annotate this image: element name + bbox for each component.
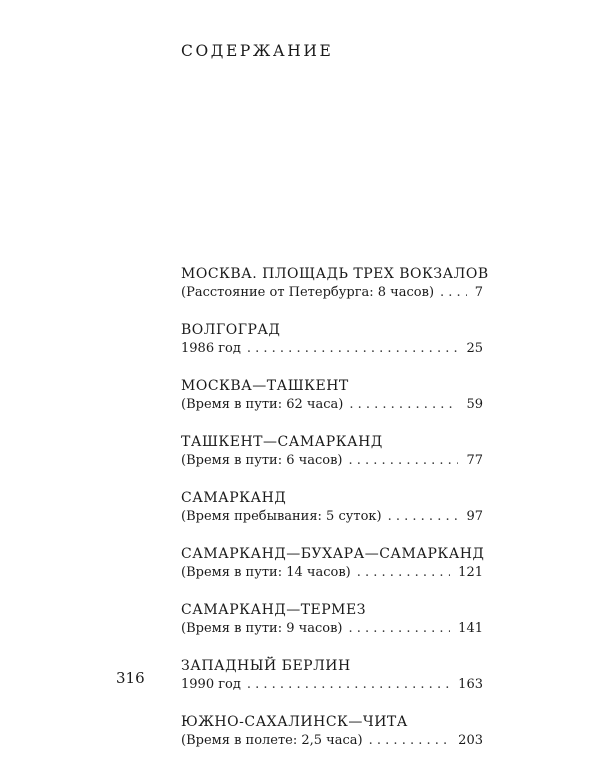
dot-leader xyxy=(348,620,450,638)
entry-line xyxy=(181,452,483,470)
page-number: 316 xyxy=(116,669,145,687)
entry-line xyxy=(181,340,483,358)
entry-page-number: 141 xyxy=(458,621,483,636)
entry-line xyxy=(181,284,483,302)
dot-leader xyxy=(247,340,459,358)
entry-page-number: 77 xyxy=(466,453,483,468)
dot-leader xyxy=(348,452,458,470)
entry-title: МОСКВА. ПЛОЩАДЬ ТРЕХ ВОКЗАЛОВ xyxy=(181,266,489,282)
entry-subtitle: 1990 год xyxy=(181,677,241,692)
entry-line xyxy=(181,508,483,526)
entry-title: ТАШКЕНТ—САМАРКАНД xyxy=(181,434,383,450)
dot-leader xyxy=(247,676,450,694)
entry-title: САМАРКАНД—ТЕРМЕЗ xyxy=(181,602,366,618)
entry-line xyxy=(181,732,483,750)
entry-title: САМАРКАНД xyxy=(181,490,287,506)
entry-subtitle: (Время в пути: 9 часов) xyxy=(181,621,343,636)
entry-subtitle: (Время в пути: 6 часов) xyxy=(181,453,343,468)
toc-entry[interactable] xyxy=(181,600,483,638)
entry-line xyxy=(181,396,483,414)
toc-entry[interactable] xyxy=(181,376,483,414)
toc-entry[interactable] xyxy=(181,712,483,750)
entry-title: САМАРКАНД—БУХАРА—САМАРКАНД xyxy=(181,546,485,562)
entry-page-number: 59 xyxy=(466,397,483,412)
entry-subtitle: (Время пребывания: 5 суток) xyxy=(181,509,382,524)
toc-entry[interactable] xyxy=(181,488,483,526)
entry-line xyxy=(181,564,483,582)
entry-subtitle: (Расстояние от Петербурга: 8 часов) xyxy=(181,285,435,300)
entry-subtitle: (Время в пути: 14 часов) xyxy=(181,565,351,580)
dot-leader xyxy=(388,508,459,526)
dot-leader xyxy=(357,564,450,582)
entry-page-number: 25 xyxy=(466,341,483,356)
entry-line xyxy=(181,620,483,638)
toc-heading: СОДЕРЖАНИЕ xyxy=(181,42,334,60)
dot-leader xyxy=(349,396,458,414)
dot-leader xyxy=(440,284,467,302)
entry-subtitle: 1986 год xyxy=(181,341,241,356)
entry-page-number: 121 xyxy=(458,565,483,580)
toc-entry[interactable] xyxy=(181,432,483,470)
entry-title: ВОЛГОГРАД xyxy=(181,322,281,338)
toc-entry[interactable] xyxy=(181,264,489,302)
entry-title: ЗАПАДНЫЙ БЕРЛИН xyxy=(181,658,351,674)
entry-page-number: 163 xyxy=(458,677,483,692)
dot-leader xyxy=(369,732,451,750)
table-of-contents xyxy=(181,264,489,768)
entry-title: ЮЖНО-САХАЛИНСК—ЧИТА xyxy=(181,714,408,730)
entry-subtitle: (Время в полете: 2,5 часа) xyxy=(181,733,363,748)
toc-entry[interactable] xyxy=(181,320,483,358)
entry-page-number: 7 xyxy=(474,285,483,300)
entry-page-number: 97 xyxy=(466,509,483,524)
entry-page-number: 203 xyxy=(458,733,483,748)
toc-entry[interactable] xyxy=(181,656,483,694)
entry-subtitle: (Время в пути: 62 часа) xyxy=(181,397,344,412)
toc-entry[interactable] xyxy=(181,544,483,582)
entry-line xyxy=(181,676,483,694)
entry-title: МОСКВА—ТАШКЕНТ xyxy=(181,378,349,394)
